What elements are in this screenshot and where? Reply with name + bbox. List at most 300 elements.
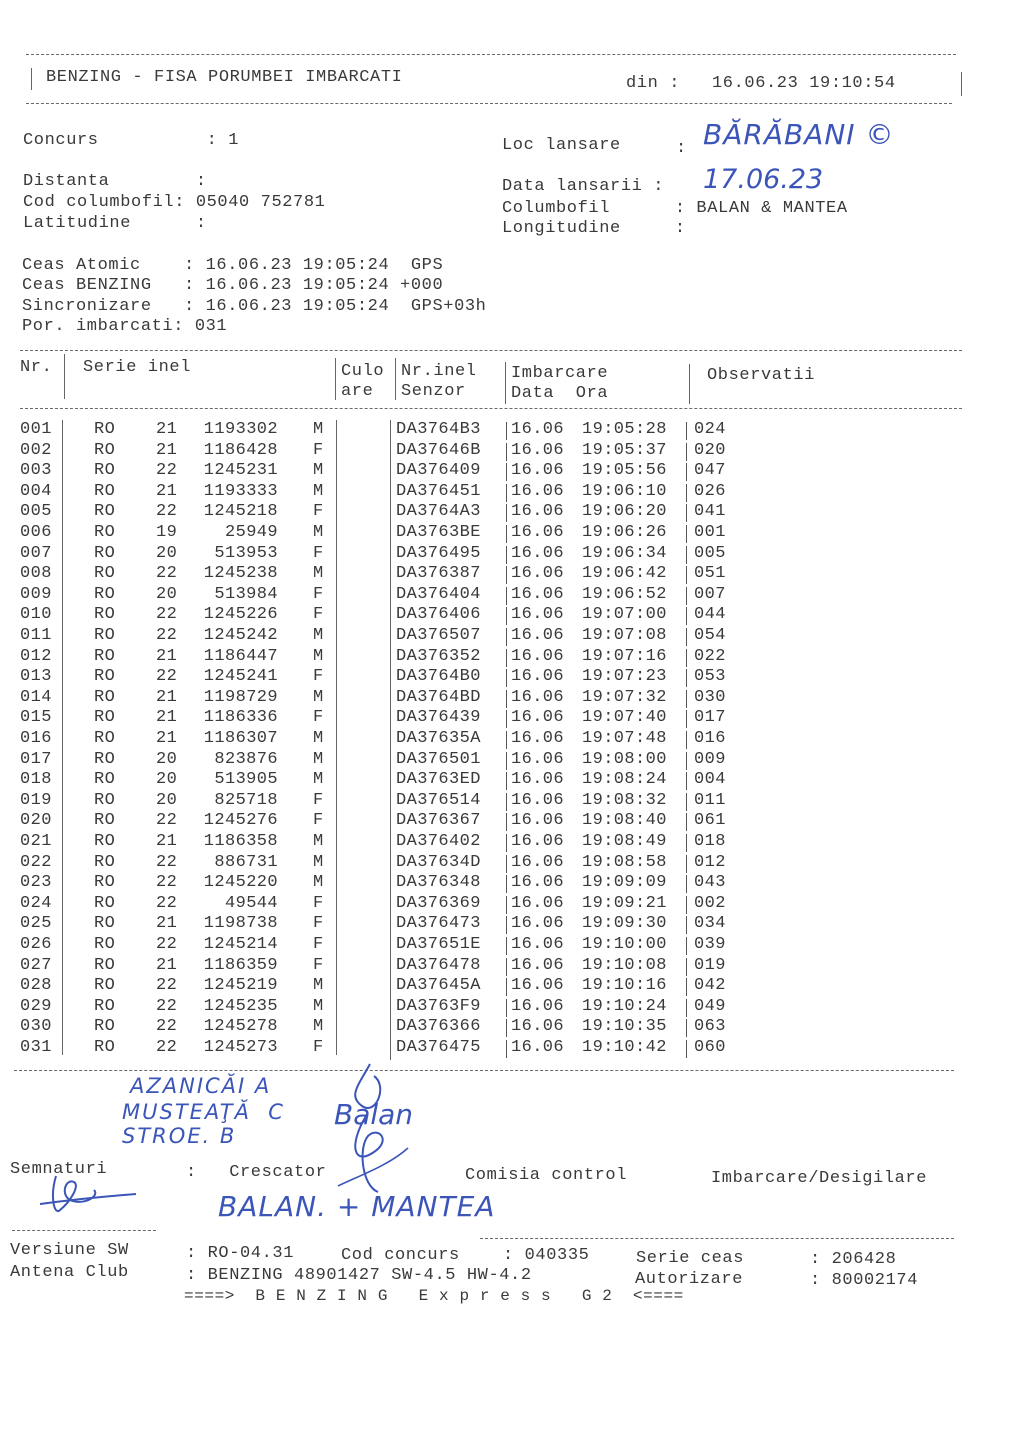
table-cell-sen: DA376507	[396, 626, 481, 645]
table-row	[0, 564, 1000, 585]
table-row	[0, 585, 1000, 606]
sincronizare-field: Sincronizare : 16.06.23 19:05:24 GPS+03h	[22, 297, 487, 316]
imbarcare-box-left	[506, 587, 507, 605]
table-row	[0, 997, 1000, 1018]
serie-ceas-value: : 206428	[810, 1250, 897, 1269]
table-cell-nr: 004	[20, 481, 52, 501]
table-cell-time: 19:07:00	[582, 605, 667, 625]
imbarcare-box-right	[686, 772, 687, 790]
imbarcare-box-left	[506, 875, 507, 893]
table-cell-time: 19:10:42	[582, 1038, 667, 1057]
table-row	[0, 1038, 1000, 1059]
imbarcare-box-left	[506, 504, 507, 522]
table-cell-nr: 005	[20, 502, 52, 522]
table-cell-date: 16.06	[511, 523, 565, 542]
table-cell-date: 16.06	[511, 626, 565, 645]
imbarcare-box-right	[686, 1019, 687, 1037]
table-bottom-rule	[14, 1070, 954, 1071]
table-cell-time: 19:06:34	[582, 543, 667, 563]
col-header-imbarcare-2: Data Ora	[511, 384, 609, 403]
table-cell-time: 19:07:23	[582, 667, 667, 687]
table-cell-sen: DA3763ED	[396, 770, 481, 790]
table-cell-obs: 049	[694, 996, 726, 1016]
table-cell-time: 19:08:40	[582, 811, 667, 831]
imbarcare-box-left	[506, 710, 507, 728]
header-right-bar	[961, 72, 962, 96]
col-header-imbarcare-1: Imbarcare	[511, 364, 609, 383]
table-cell-date: 16.06	[511, 667, 565, 687]
imbarcare-box-left	[506, 958, 507, 976]
table-cell-ro: RO	[94, 420, 116, 439]
table-cell-date: 16.06	[511, 481, 565, 501]
table-cell-nr: 022	[20, 852, 52, 872]
table-cell-date: 16.06	[511, 729, 565, 748]
semnaturi-label: Semnaturi	[10, 1160, 108, 1179]
handwritten-line-3: STROE. B	[122, 1124, 237, 1148]
table-cell-date: 16.06	[511, 420, 565, 439]
imbarcare-box-right	[686, 504, 687, 522]
table-cell-nr: 017	[20, 749, 52, 769]
table-cell-sen: DA3764B3	[396, 420, 481, 439]
col-header-culoare-2: are	[341, 382, 374, 401]
table-cell-num: 25949	[224, 523, 278, 542]
table-row	[0, 647, 1000, 668]
table-cell-ro: RO	[94, 667, 116, 687]
imbarcare-box-left	[506, 649, 507, 667]
table-cell-sex: M	[313, 687, 324, 707]
table-cell-ro: RO	[94, 605, 116, 625]
table-cell-date: 16.06	[511, 708, 565, 728]
table-cell-date: 16.06	[511, 584, 565, 604]
table-cell-num: 1186336	[203, 708, 278, 728]
table-row	[0, 894, 1000, 915]
data-lansarii-handwritten: 17.06.23	[703, 164, 824, 195]
table-cell-sen: DA376369	[396, 893, 481, 913]
table-cell-ro: RO	[94, 646, 116, 666]
table-cell-time: 19:08:49	[582, 832, 667, 851]
table-cell-ro: RO	[94, 523, 116, 542]
table-cell-obs: 042	[694, 976, 726, 996]
col-header-culoare-1: Culo	[341, 362, 385, 381]
table-cell-nr: 012	[20, 646, 52, 666]
header-left-bar	[31, 68, 32, 90]
table-cell-num: 1245241	[203, 667, 278, 687]
table-cell-sex: F	[313, 955, 324, 975]
imbarcare-box-left	[506, 834, 507, 852]
table-cell-date: 16.06	[511, 749, 565, 769]
table-cell-nr: 028	[20, 976, 52, 996]
table-row	[0, 935, 1000, 956]
table-cell-obs: 004	[694, 770, 726, 790]
table-cell-ro: RO	[94, 1038, 116, 1057]
table-cell-date: 16.06	[511, 996, 565, 1016]
table-cell-num: 1245218	[203, 502, 278, 522]
table-cell-yr: 22	[156, 852, 178, 872]
table-cell-num: 1186359	[203, 955, 278, 975]
table-row	[0, 832, 1000, 853]
table-cell-sex: M	[313, 646, 324, 666]
imbarcare-box-right	[686, 896, 687, 914]
table-header-bottom-rule	[20, 408, 962, 409]
table-row	[0, 791, 1000, 812]
table-cell-date: 16.06	[511, 1017, 565, 1037]
table-cell-obs: 005	[694, 543, 726, 563]
table-cell-sen: DA3763BE	[396, 523, 481, 542]
imbarcare-box-left	[506, 628, 507, 646]
table-cell-sex: M	[313, 770, 324, 790]
table-cell-sen: DA376473	[396, 914, 481, 934]
table-cell-yr: 20	[156, 770, 178, 790]
table-cell-obs: 011	[694, 790, 726, 810]
table-cell-yr: 22	[156, 1017, 178, 1037]
table-cell-sen: DA376478	[396, 955, 481, 975]
table-row	[0, 523, 1000, 544]
imbarcare-box-right	[686, 669, 687, 687]
table-cell-date: 16.06	[511, 873, 565, 893]
table-cell-yr: 21	[156, 440, 178, 460]
imbarcare-box-left	[506, 669, 507, 687]
table-cell-num: 1245235	[203, 996, 278, 1016]
table-cell-yr: 22	[156, 605, 178, 625]
table-cell-obs: 061	[694, 811, 726, 831]
table-cell-num: 1245276	[203, 811, 278, 831]
imbarcare-box-left	[506, 690, 507, 708]
serie-ceas-label: Serie ceas	[636, 1249, 745, 1268]
table-cell-obs: 030	[694, 687, 726, 707]
left-signature-icon	[30, 1166, 140, 1226]
table-row	[0, 770, 1000, 791]
imbarcare-box-right	[686, 999, 687, 1017]
table-cell-num: 825718	[214, 790, 278, 810]
table-top-rule	[20, 350, 962, 351]
loc-lansare-label: Loc lansare	[502, 136, 621, 155]
table-row	[0, 502, 1000, 523]
table-cell-date: 16.06	[511, 687, 565, 707]
table-row	[0, 667, 1000, 688]
imbarcare-box-right	[686, 463, 687, 481]
imbarcare-box-right	[686, 958, 687, 976]
table-row	[0, 914, 1000, 935]
table-cell-num: 1186358	[203, 832, 278, 851]
versiune-label: Versiune SW	[10, 1241, 129, 1260]
table-cell-sen: DA376402	[396, 832, 481, 851]
table-cell-nr: 013	[20, 667, 52, 687]
col-header-nrinel-1: Nr.inel	[401, 362, 477, 381]
table-row	[0, 544, 1000, 565]
cod-concurs-field: Cod concurs : 040335	[341, 1246, 590, 1265]
imbarcare-box-right	[686, 443, 687, 461]
imbarcare-box-left	[506, 855, 507, 873]
table-cell-sen: DA376387	[396, 564, 481, 584]
table-row	[0, 1017, 1000, 1038]
table-cell-ro: RO	[94, 708, 116, 728]
imbarcare-box-left	[506, 916, 507, 934]
table-row	[0, 420, 1000, 441]
table-cell-yr: 21	[156, 687, 178, 707]
table-cell-date: 16.06	[511, 893, 565, 913]
table-cell-obs: 047	[694, 461, 726, 481]
imbarcare-box-left	[506, 566, 507, 584]
table-cell-sen: DA37635A	[396, 729, 481, 748]
table-cell-sex: F	[313, 893, 324, 913]
table-cell-ro: RO	[94, 790, 116, 810]
table-row	[0, 853, 1000, 874]
imbarcare-box-right	[686, 484, 687, 502]
table-cell-num: 1245231	[203, 461, 278, 481]
col-divider-5	[689, 364, 690, 404]
ceas-atomic-field: Ceas Atomic : 16.06.23 19:05:24 GPS	[22, 256, 444, 275]
table-cell-yr: 22	[156, 873, 178, 893]
table-cell-date: 16.06	[511, 955, 565, 975]
table-row	[0, 605, 1000, 626]
table-cell-obs: 020	[694, 440, 726, 460]
table-cell-sex: M	[313, 481, 324, 501]
imbarcare-box-left	[506, 896, 507, 914]
table-cell-time: 19:07:32	[582, 687, 667, 707]
table-cell-num: 1186307	[203, 729, 278, 748]
table-cell-sex: M	[313, 461, 324, 481]
imbarcare-box-right	[686, 793, 687, 811]
table-cell-obs: 017	[694, 708, 726, 728]
body-divider-senzor	[390, 420, 391, 1060]
imbarcare-box-left	[506, 607, 507, 625]
table-cell-nr: 016	[20, 729, 52, 748]
table-cell-sex: M	[313, 852, 324, 872]
latitudine-field: Latitudine :	[23, 214, 207, 233]
table-cell-ro: RO	[94, 626, 116, 645]
imbarcare-box-right	[686, 916, 687, 934]
table-cell-sex: M	[313, 832, 324, 851]
table-cell-nr: 023	[20, 873, 52, 893]
imbarcare-box-right	[686, 690, 687, 708]
table-cell-nr: 031	[20, 1038, 52, 1057]
table-cell-sen: DA376514	[396, 790, 481, 810]
table-cell-sen: DA376348	[396, 873, 481, 893]
table-cell-time: 19:08:00	[582, 749, 667, 769]
table-cell-num: 1245278	[203, 1017, 278, 1037]
table-cell-ro: RO	[94, 996, 116, 1016]
table-cell-num: 1186428	[203, 440, 278, 460]
table-cell-time: 19:06:52	[582, 584, 667, 604]
table-cell-obs: 012	[694, 852, 726, 872]
table-cell-num: 49544	[224, 893, 278, 913]
imbarcare-desigilare-label: Imbarcare/Desigilare	[711, 1169, 928, 1188]
table-cell-ro: RO	[94, 976, 116, 996]
table-cell-num: 1245214	[203, 935, 278, 954]
table-cell-ro: RO	[94, 1017, 116, 1037]
table-cell-obs: 043	[694, 873, 726, 893]
imbarcare-box-right	[686, 834, 687, 852]
table-cell-num: 513984	[214, 584, 278, 604]
distanta-field: Distanta :	[23, 172, 207, 191]
table-cell-date: 16.06	[511, 646, 565, 666]
table-cell-sex: M	[313, 873, 324, 893]
table-cell-nr: 030	[20, 1017, 52, 1037]
table-row	[0, 461, 1000, 482]
table-cell-date: 16.06	[511, 502, 565, 522]
table-cell-yr: 21	[156, 832, 178, 851]
longitudine-field: Longitudine :	[502, 219, 686, 238]
table-cell-yr: 22	[156, 502, 178, 522]
table-cell-yr: 22	[156, 461, 178, 481]
table-cell-yr: 22	[156, 893, 178, 913]
table-cell-nr: 021	[20, 832, 52, 851]
imbarcare-box-right	[686, 875, 687, 893]
table-cell-time: 19:09:21	[582, 893, 667, 913]
table-cell-sen: DA376439	[396, 708, 481, 728]
table-cell-sex: F	[313, 584, 324, 604]
imbarcare-box-right	[686, 752, 687, 770]
table-cell-sen: DA37634D	[396, 852, 481, 872]
table-cell-sex: M	[313, 523, 324, 542]
table-cell-sex: M	[313, 420, 324, 439]
table-row	[0, 729, 1000, 750]
table-cell-sex: M	[313, 729, 324, 748]
table-cell-nr: 015	[20, 708, 52, 728]
table-cell-time: 19:10:24	[582, 996, 667, 1016]
imbarcare-box-right	[686, 813, 687, 831]
crescator-handwritten-name: BALAN. + MANTEA	[218, 1190, 496, 1223]
col-header-nr: Nr.	[20, 358, 53, 377]
table-cell-obs: 024	[694, 420, 726, 439]
imbarcare-box-right	[686, 1040, 687, 1058]
antena-value: : BENZING 48901427 SW-4.5 HW-4.2	[186, 1266, 532, 1285]
table-cell-num: 1245273	[203, 1038, 278, 1057]
table-cell-obs: 053	[694, 667, 726, 687]
table-cell-yr: 21	[156, 481, 178, 501]
table-cell-obs: 051	[694, 564, 726, 584]
body-divider-culoare	[336, 420, 337, 1055]
table-cell-nr: 001	[20, 420, 52, 439]
table-cell-date: 16.06	[511, 770, 565, 790]
imbarcare-box-left	[506, 772, 507, 790]
table-cell-nr: 018	[20, 770, 52, 790]
table-cell-ro: RO	[94, 770, 116, 790]
table-cell-ro: RO	[94, 481, 116, 501]
table-row	[0, 956, 1000, 977]
imbarcare-box-right	[686, 546, 687, 564]
table-cell-yr: 21	[156, 708, 178, 728]
imbarcare-box-left	[506, 422, 507, 440]
table-cell-yr: 22	[156, 935, 178, 954]
table-cell-time: 19:09:09	[582, 873, 667, 893]
table-cell-yr: 21	[156, 420, 178, 439]
table-cell-sen: DA376352	[396, 646, 481, 666]
table-cell-sex: F	[313, 935, 324, 954]
table-cell-sex: F	[313, 1038, 324, 1057]
table-cell-yr: 22	[156, 1038, 178, 1057]
table-cell-yr: 22	[156, 667, 178, 687]
table-cell-sen: DA376475	[396, 1038, 481, 1057]
table-cell-sex: M	[313, 564, 324, 584]
table-cell-num: 1245220	[203, 873, 278, 893]
table-cell-ro: RO	[94, 440, 116, 460]
table-row	[0, 750, 1000, 771]
table-cell-obs: 026	[694, 481, 726, 501]
table-cell-time: 19:05:56	[582, 461, 667, 481]
table-cell-date: 16.06	[511, 461, 565, 481]
imbarcare-box-right	[686, 587, 687, 605]
table-cell-ro: RO	[94, 852, 116, 872]
table-cell-yr: 22	[156, 996, 178, 1016]
imbarcare-box-left	[506, 484, 507, 502]
table-cell-obs: 018	[694, 832, 726, 851]
table-cell-ro: RO	[94, 914, 116, 934]
table-cell-num: 513953	[214, 543, 278, 563]
concurs-field: Concurs : 1	[23, 131, 240, 150]
table-cell-sen: DA37646B	[396, 440, 481, 460]
table-cell-sex: F	[313, 790, 324, 810]
table-cell-ro: RO	[94, 811, 116, 831]
table-cell-date: 16.06	[511, 852, 565, 872]
table-cell-sex: M	[313, 996, 324, 1016]
table-cell-sex: F	[313, 502, 324, 522]
col-header-observatii: Observatii	[707, 366, 816, 385]
table-cell-date: 16.06	[511, 564, 565, 584]
table-cell-sex: F	[313, 440, 324, 460]
table-row	[0, 482, 1000, 503]
table-cell-obs: 002	[694, 893, 726, 913]
table-cell-num: 513905	[214, 770, 278, 790]
table-cell-sen: DA3764BD	[396, 687, 481, 707]
data-lansarii-label: Data lansarii :	[502, 177, 665, 196]
table-cell-ro: RO	[94, 729, 116, 748]
table-cell-obs: 034	[694, 914, 726, 934]
table-cell-yr: 20	[156, 790, 178, 810]
imbarcare-box-right	[686, 525, 687, 543]
table-cell-num: 1198738	[203, 914, 278, 934]
table-cell-time: 19:10:00	[582, 935, 667, 954]
versiune-value: : RO-04.31	[186, 1244, 295, 1263]
table-cell-sen: DA376366	[396, 1017, 481, 1037]
table-cell-ro: RO	[94, 543, 116, 563]
table-cell-obs: 019	[694, 955, 726, 975]
imbarcare-box-right	[686, 731, 687, 749]
table-cell-sex: F	[313, 914, 324, 934]
table-cell-ro: RO	[94, 502, 116, 522]
imbarcare-box-left	[506, 463, 507, 481]
table-row	[0, 708, 1000, 729]
table-row	[0, 626, 1000, 647]
table-cell-date: 16.06	[511, 914, 565, 934]
table-cell-yr: 20	[156, 543, 178, 563]
page-title: BENZING - FISA PORUMBEI IMBARCATI	[46, 68, 403, 87]
table-cell-obs: 009	[694, 749, 726, 769]
col-divider-1	[64, 354, 65, 399]
table-cell-nr: 020	[20, 811, 52, 831]
table-cell-sen: DA376501	[396, 749, 481, 769]
imbarcare-box-left	[506, 813, 507, 831]
table-cell-nr: 009	[20, 584, 52, 604]
imbarcare-box-left	[506, 752, 507, 770]
imbarcare-box-left	[506, 546, 507, 564]
table-cell-num: 1198729	[203, 687, 278, 707]
table-cell-yr: 22	[156, 976, 178, 996]
imbarcare-box-right	[686, 978, 687, 996]
table-cell-sen: DA376367	[396, 811, 481, 831]
table-cell-sen: DA37645A	[396, 976, 481, 996]
table-cell-date: 16.06	[511, 543, 565, 563]
table-cell-sen: DA3764A3	[396, 502, 481, 522]
autorizare-label: Autorizare	[635, 1270, 744, 1289]
signature-name: Balan	[334, 1098, 414, 1131]
table-cell-num: 1193302	[203, 420, 278, 439]
table-cell-yr: 20	[156, 584, 178, 604]
table-cell-time: 19:07:48	[582, 729, 667, 748]
comisia-control-label: Comisia control	[465, 1166, 628, 1185]
imbarcare-box-right	[686, 649, 687, 667]
columbofil-field: Columbofil : BALAN & MANTEA	[502, 199, 848, 218]
